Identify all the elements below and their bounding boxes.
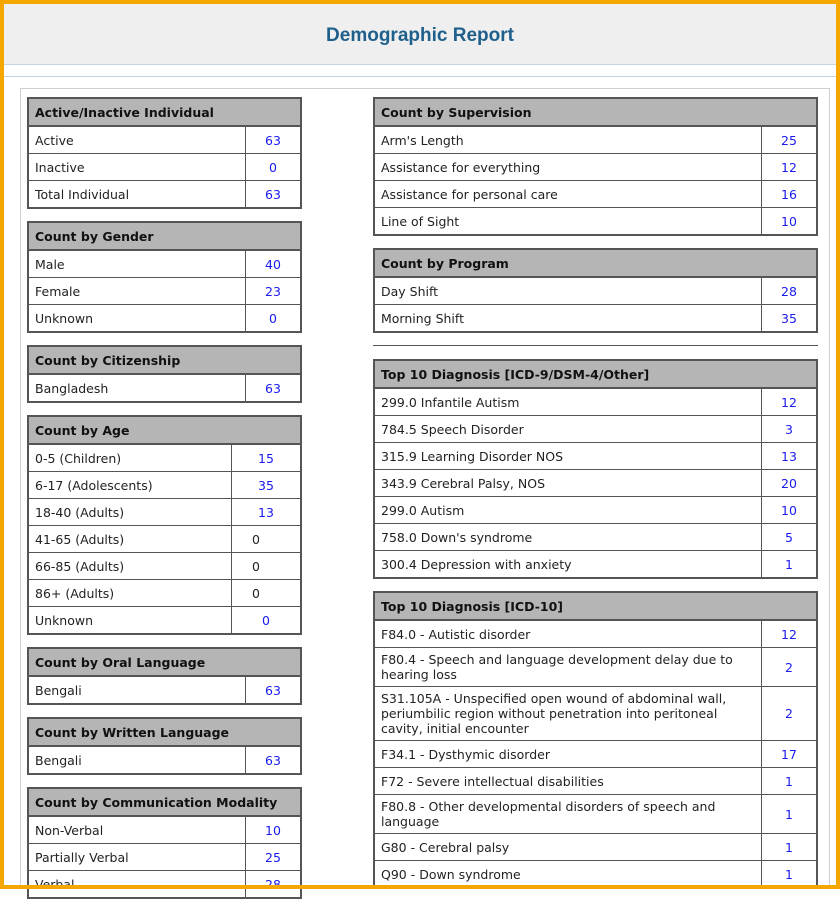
- row-label: 343.9 Cerebral Palsy, NOS: [374, 470, 762, 497]
- count-link[interactable]: 1: [762, 861, 818, 889]
- report-header: [4, 4, 836, 65]
- row-label: 784.5 Speech Disorder: [374, 416, 762, 443]
- active-inactive-individual-table: [27, 97, 302, 209]
- table-row: [374, 443, 817, 470]
- count-link[interactable]: 10: [762, 497, 818, 524]
- count-link[interactable]: 12: [762, 154, 818, 181]
- table-row: [28, 374, 301, 402]
- table-row: [374, 277, 817, 305]
- count-link[interactable]: 1: [762, 551, 818, 579]
- table-row: [374, 741, 817, 768]
- table-row: [28, 844, 301, 871]
- count-link[interactable]: 35: [232, 472, 302, 499]
- table-heading: Count by Communication Modality: [28, 788, 301, 816]
- table-row: [28, 816, 301, 844]
- row-label: G80 - Cerebral palsy: [374, 834, 762, 861]
- table-row: [374, 687, 817, 741]
- right-bottom-group: [373, 359, 818, 889]
- count-link[interactable]: 63: [246, 374, 302, 402]
- table-row: [374, 154, 817, 181]
- count-link[interactable]: 13: [232, 499, 302, 526]
- count-link[interactable]: 12: [762, 388, 818, 416]
- count-by-citizenship-table: [27, 345, 302, 403]
- count-link[interactable]: 63: [246, 676, 302, 704]
- row-label: Bangladesh: [28, 374, 246, 402]
- row-label: Total Individual: [28, 181, 246, 209]
- row-label: 86+ (Adults): [28, 580, 232, 607]
- table-heading: Top 10 Diagnosis [ICD-10]: [374, 592, 817, 620]
- count-by-age-table: [27, 415, 302, 635]
- count-by-gender-table: [27, 221, 302, 333]
- table-row: [374, 648, 817, 687]
- row-label: F84.0 - Autistic disorder: [374, 620, 762, 648]
- count-link[interactable]: 20: [762, 470, 818, 497]
- table-heading: Count by Written Language: [28, 718, 301, 746]
- count-link[interactable]: 13: [762, 443, 818, 470]
- table-row: [374, 795, 817, 834]
- report-content: [20, 88, 830, 892]
- row-label: 315.9 Learning Disorder NOS: [374, 443, 762, 470]
- table-row: [28, 746, 301, 774]
- row-label: 299.0 Autism: [374, 497, 762, 524]
- count-link[interactable]: 1: [762, 768, 818, 795]
- right-top-group: [373, 97, 818, 333]
- table-row: [28, 444, 301, 472]
- table-row: [28, 154, 301, 181]
- table-row: [28, 607, 301, 635]
- count-link[interactable]: 12: [762, 620, 818, 648]
- row-label: 0-5 (Children): [28, 444, 232, 472]
- table-row: [374, 834, 817, 861]
- count-link[interactable]: 10: [246, 816, 302, 844]
- count-link[interactable]: 3: [762, 416, 818, 443]
- count-link[interactable]: 2: [762, 687, 818, 741]
- count-by-oral-language-table: [27, 647, 302, 705]
- row-label: Active: [28, 126, 246, 154]
- divider: [4, 76, 836, 77]
- table-row: [374, 497, 817, 524]
- table-row: [374, 470, 817, 497]
- table-heading: Count by Oral Language: [28, 648, 301, 676]
- count-link[interactable]: 5: [762, 524, 818, 551]
- table-heading: Count by Supervision: [374, 98, 817, 126]
- top-10-diagnosis-icd-9-dsm-4-other-table: [373, 359, 818, 579]
- count-link[interactable]: 23: [246, 278, 302, 305]
- table-row: [374, 305, 817, 333]
- row-label: Assistance for personal care: [374, 181, 762, 208]
- row-label: Bengali: [28, 676, 246, 704]
- table-row: [374, 620, 817, 648]
- table-row: [28, 499, 301, 526]
- row-label: 18-40 (Adults): [28, 499, 232, 526]
- table-row: [28, 526, 301, 553]
- count-link[interactable]: 1: [762, 795, 818, 834]
- row-label: Non-Verbal: [28, 816, 246, 844]
- row-label: Unknown: [28, 305, 246, 333]
- count-link[interactable]: 63: [246, 126, 302, 154]
- right-column: [373, 97, 818, 901]
- table-row: [28, 676, 301, 704]
- count-link[interactable]: 35: [762, 305, 818, 333]
- table-heading: Count by Program: [374, 249, 817, 277]
- count-by-written-language-table: [27, 717, 302, 775]
- table-row: [28, 250, 301, 278]
- section-separator: [373, 345, 818, 346]
- count-link[interactable]: 0: [246, 305, 302, 333]
- count-by-supervision-table: [373, 97, 818, 236]
- row-label: Female: [28, 278, 246, 305]
- row-label: Bengali: [28, 746, 246, 774]
- row-label: 6-17 (Adolescents): [28, 472, 232, 499]
- count-value: 0: [232, 580, 302, 607]
- left-column: [27, 97, 302, 911]
- count-link[interactable]: 0: [232, 607, 302, 635]
- row-label: 299.0 Infantile Autism: [374, 388, 762, 416]
- count-link[interactable]: 28: [246, 871, 302, 899]
- count-link[interactable]: 25: [762, 126, 818, 154]
- top-10-diagnosis-icd-10-table: [373, 591, 818, 889]
- table-heading: Count by Citizenship: [28, 346, 301, 374]
- table-row: [374, 416, 817, 443]
- count-by-communication-modality-table: [27, 787, 302, 899]
- count-link[interactable]: 63: [246, 181, 302, 209]
- row-label: F80.8 - Other developmental disorders of speech and language: [374, 795, 762, 834]
- table-row: [28, 871, 301, 899]
- table-row: [28, 126, 301, 154]
- row-label: Day Shift: [374, 277, 762, 305]
- table-row: [28, 553, 301, 580]
- row-label: Line of Sight: [374, 208, 762, 236]
- row-label: F72 - Severe intellectual disabilities: [374, 768, 762, 795]
- count-link[interactable]: 2: [762, 648, 818, 687]
- row-label: 758.0 Down's syndrome: [374, 524, 762, 551]
- count-link[interactable]: 0: [246, 154, 302, 181]
- count-link[interactable]: 16: [762, 181, 818, 208]
- table-row: [374, 861, 817, 889]
- count-link[interactable]: 1: [762, 834, 818, 861]
- table-row: [28, 472, 301, 499]
- table-row: [374, 388, 817, 416]
- count-link[interactable]: 63: [246, 746, 302, 774]
- row-label: Partially Verbal: [28, 844, 246, 871]
- table-row: [28, 278, 301, 305]
- count-link[interactable]: 25: [246, 844, 302, 871]
- count-value: 0: [232, 526, 302, 553]
- row-label: F34.1 - Dysthymic disorder: [374, 741, 762, 768]
- row-label: Assistance for everything: [374, 154, 762, 181]
- row-label: Arm's Length: [374, 126, 762, 154]
- table-row: [374, 551, 817, 579]
- table-row: [28, 305, 301, 333]
- count-by-program-table: [373, 248, 818, 333]
- row-label: 300.4 Depression with anxiety: [374, 551, 762, 579]
- table-row: [28, 181, 301, 209]
- table-row: [374, 126, 817, 154]
- row-label: Male: [28, 250, 246, 278]
- table-heading: Count by Gender: [28, 222, 301, 250]
- table-row: [374, 181, 817, 208]
- count-link[interactable]: 15: [232, 444, 302, 472]
- row-label: Unknown: [28, 607, 232, 635]
- row-label: 66-85 (Adults): [28, 553, 232, 580]
- count-link[interactable]: 40: [246, 250, 302, 278]
- row-label: 41-65 (Adults): [28, 526, 232, 553]
- row-label: Verbal: [28, 871, 246, 899]
- count-value: 0: [232, 553, 302, 580]
- table-heading: Top 10 Diagnosis [ICD-9/DSM-4/Other]: [374, 360, 817, 388]
- count-link[interactable]: 10: [762, 208, 818, 236]
- table-heading: Count by Age: [28, 416, 301, 444]
- count-link[interactable]: 17: [762, 741, 818, 768]
- row-label: Morning Shift: [374, 305, 762, 333]
- row-label: F80.4 - Speech and language development delay due to hearing loss: [374, 648, 762, 687]
- row-label: Q90 - Down syndrome: [374, 861, 762, 889]
- table-row: [28, 580, 301, 607]
- count-link[interactable]: 28: [762, 277, 818, 305]
- table-heading: Active/Inactive Individual: [28, 98, 301, 126]
- table-row: [374, 524, 817, 551]
- table-row: [374, 768, 817, 795]
- row-label: Inactive: [28, 154, 246, 181]
- table-row: [374, 208, 817, 236]
- row-label: S31.105A - Unspecified open wound of abdominal wall, periumbilic region without penetration into peritoneal cavity, initial encounter: [374, 687, 762, 741]
- page-title: Demographic Report: [326, 25, 514, 46]
